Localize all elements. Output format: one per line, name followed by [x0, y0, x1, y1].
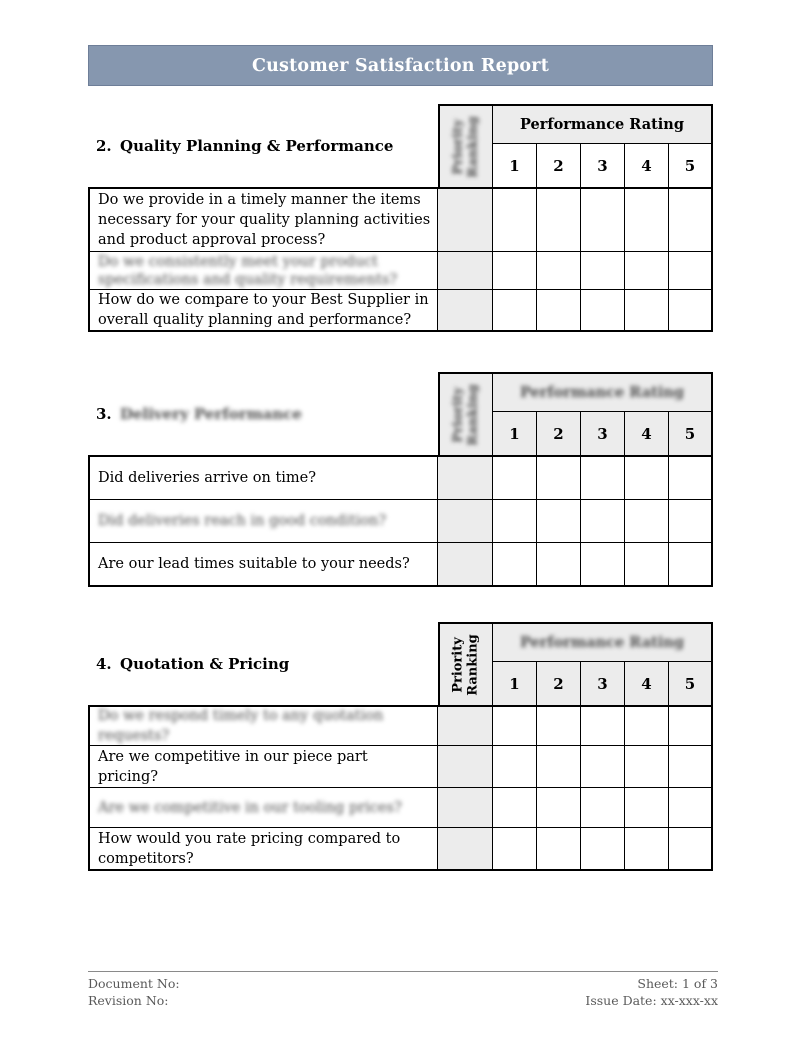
- rating-input-cell-3[interactable]: [581, 788, 625, 828]
- section-title-quotation-pricing: [88, 622, 438, 705]
- priority-input-cell[interactable]: [438, 828, 493, 871]
- rating-input-cell-3[interactable]: [581, 705, 625, 746]
- rating-input-cell-5[interactable]: [669, 828, 713, 871]
- section-title-text: Delivery Performance: [120, 404, 302, 423]
- rating-input-cell-5[interactable]: [669, 543, 713, 587]
- rating-input-cell-1[interactable]: [493, 500, 537, 543]
- rating-input-cell-1[interactable]: [493, 455, 537, 500]
- section-quotation-pricing-table: [88, 622, 713, 871]
- rating-input-cell-1[interactable]: [493, 290, 537, 332]
- rating-input-cell-4[interactable]: [625, 746, 669, 788]
- question-text: Are we competitive in our tooling prices?: [88, 788, 438, 828]
- rating-input-cell-3[interactable]: [581, 500, 625, 543]
- rating-input-cell-2[interactable]: [537, 828, 581, 871]
- performance-rating-header: [493, 622, 713, 662]
- question-text: Do we consistently meet your product specifications and quality requirements?: [88, 252, 438, 290]
- rating-input-cell-3[interactable]: [581, 828, 625, 871]
- rating-input-cell-2[interactable]: [537, 705, 581, 746]
- rating-input-cell-4[interactable]: [625, 828, 669, 871]
- question-text: How do we compare to your Best Supplier in overall quality planning and performance?: [88, 290, 438, 332]
- sheet-number: Sheet: 1 of 3: [637, 976, 718, 991]
- rating-col-5: 5: [669, 662, 713, 705]
- rating-input-cell-2[interactable]: [537, 746, 581, 788]
- question-text: Did deliveries reach in good condition?: [88, 500, 438, 543]
- rating-input-cell-3[interactable]: [581, 187, 625, 252]
- rating-col-5: 5: [669, 412, 713, 455]
- footer-left: [88, 975, 180, 1009]
- rating-input-cell-1[interactable]: [493, 746, 537, 788]
- rating-input-cell-2[interactable]: [537, 500, 581, 543]
- rating-input-cell-4[interactable]: [625, 500, 669, 543]
- rating-col-4: 4: [625, 412, 669, 455]
- priority-input-cell[interactable]: [438, 788, 493, 828]
- footer-right: [585, 975, 718, 1009]
- rating-input-cell-2[interactable]: [537, 290, 581, 332]
- question-text: How would you rate pricing compared to competitors?: [88, 828, 438, 871]
- question-text: Are our lead times suitable to your needs?: [88, 543, 438, 587]
- priority-input-cell[interactable]: [438, 543, 493, 587]
- rating-col-2: 2: [537, 144, 581, 187]
- priority-input-cell[interactable]: [438, 187, 493, 252]
- rating-col-3: 3: [581, 144, 625, 187]
- rating-input-cell-3[interactable]: [581, 455, 625, 500]
- priority-input-cell[interactable]: [438, 705, 493, 746]
- rating-input-cell-2[interactable]: [537, 455, 581, 500]
- section-title-text: Quality Planning & Performance: [120, 136, 394, 155]
- section-title-text: Quotation & Pricing: [120, 654, 290, 673]
- rating-input-cell-1[interactable]: [493, 705, 537, 746]
- rating-input-cell-2[interactable]: [537, 543, 581, 587]
- performance-rating-label: Performance Rating: [520, 634, 684, 651]
- performance-rating-label: Performance Rating: [520, 116, 684, 133]
- section-number: 4.: [96, 654, 112, 673]
- rating-input-cell-5[interactable]: [669, 500, 713, 543]
- issue-date: Issue Date: xx-xxx-xx: [585, 993, 718, 1008]
- rating-col-2: 2: [537, 412, 581, 455]
- performance-rating-label: Performance Rating: [520, 384, 684, 401]
- question-text: Are we competitive in our piece part pricing?: [88, 746, 438, 788]
- rating-input-cell-1[interactable]: [493, 252, 537, 290]
- section-number: 3.: [96, 404, 112, 423]
- rating-col-2: 2: [537, 662, 581, 705]
- performance-rating-header: [493, 104, 713, 144]
- rating-input-cell-5[interactable]: [669, 746, 713, 788]
- performance-rating-header: [493, 372, 713, 412]
- rating-col-5: 5: [669, 144, 713, 187]
- priority-input-cell[interactable]: [438, 252, 493, 290]
- section-quality-planning-table: [88, 104, 713, 332]
- rating-input-cell-1[interactable]: [493, 828, 537, 871]
- rating-input-cell-5[interactable]: [669, 705, 713, 746]
- rating-input-cell-5[interactable]: [669, 252, 713, 290]
- priority-ranking-label: Priority Ranking: [451, 115, 481, 178]
- question-text: Do we provide in a timely manner the items necessary for your quality planning activities and product approval process?: [88, 187, 438, 252]
- rating-col-1: 1: [493, 144, 537, 187]
- question-text: Did deliveries arrive on time?: [88, 455, 438, 500]
- priority-ranking-header: [438, 104, 493, 187]
- rating-input-cell-2[interactable]: [537, 187, 581, 252]
- section-title-delivery-performance: [88, 372, 438, 455]
- priority-input-cell[interactable]: [438, 500, 493, 543]
- rating-input-cell-4[interactable]: [625, 788, 669, 828]
- rating-input-cell-2[interactable]: [537, 788, 581, 828]
- rating-input-cell-4[interactable]: [625, 455, 669, 500]
- rating-input-cell-3[interactable]: [581, 252, 625, 290]
- revision-no-label: Revision No:: [88, 993, 169, 1008]
- priority-ranking-label: Priority Ranking: [451, 383, 481, 446]
- rating-col-1: 1: [493, 412, 537, 455]
- rating-input-cell-1[interactable]: [493, 187, 537, 252]
- rating-input-cell-2[interactable]: [537, 252, 581, 290]
- section-title-quality-planning: [88, 104, 438, 187]
- priority-input-cell[interactable]: [438, 290, 493, 332]
- rating-input-cell-5[interactable]: [669, 455, 713, 500]
- rating-col-3: 3: [581, 412, 625, 455]
- priority-ranking-label: Priority Ranking: [451, 633, 481, 696]
- rating-col-3: 3: [581, 662, 625, 705]
- section-number: 2.: [96, 136, 112, 155]
- rating-input-cell-5[interactable]: [669, 788, 713, 828]
- rating-input-cell-4[interactable]: [625, 252, 669, 290]
- question-text: Do we respond timely to any quotation requests?: [88, 705, 438, 746]
- report-title-banner: [88, 45, 713, 86]
- rating-input-cell-3[interactable]: [581, 746, 625, 788]
- section-delivery-performance-table: [88, 372, 713, 587]
- rating-input-cell-4[interactable]: [625, 187, 669, 252]
- rating-input-cell-5[interactable]: [669, 290, 713, 332]
- rating-input-cell-4[interactable]: [625, 705, 669, 746]
- rating-input-cell-1[interactable]: [493, 543, 537, 587]
- page-footer: [88, 971, 718, 1009]
- rating-input-cell-3[interactable]: [581, 290, 625, 332]
- rating-input-cell-4[interactable]: [625, 543, 669, 587]
- rating-col-4: 4: [625, 662, 669, 705]
- rating-input-cell-5[interactable]: [669, 187, 713, 252]
- rating-input-cell-3[interactable]: [581, 543, 625, 587]
- page-title: Customer Satisfaction Report: [251, 55, 550, 76]
- priority-ranking-header: [438, 372, 493, 455]
- document-no-label: Document No:: [88, 976, 180, 991]
- rating-col-1: 1: [493, 662, 537, 705]
- priority-input-cell[interactable]: [438, 455, 493, 500]
- rating-col-4: 4: [625, 144, 669, 187]
- rating-input-cell-1[interactable]: [493, 788, 537, 828]
- priority-input-cell[interactable]: [438, 746, 493, 788]
- rating-input-cell-4[interactable]: [625, 290, 669, 332]
- priority-ranking-header: [438, 622, 493, 705]
